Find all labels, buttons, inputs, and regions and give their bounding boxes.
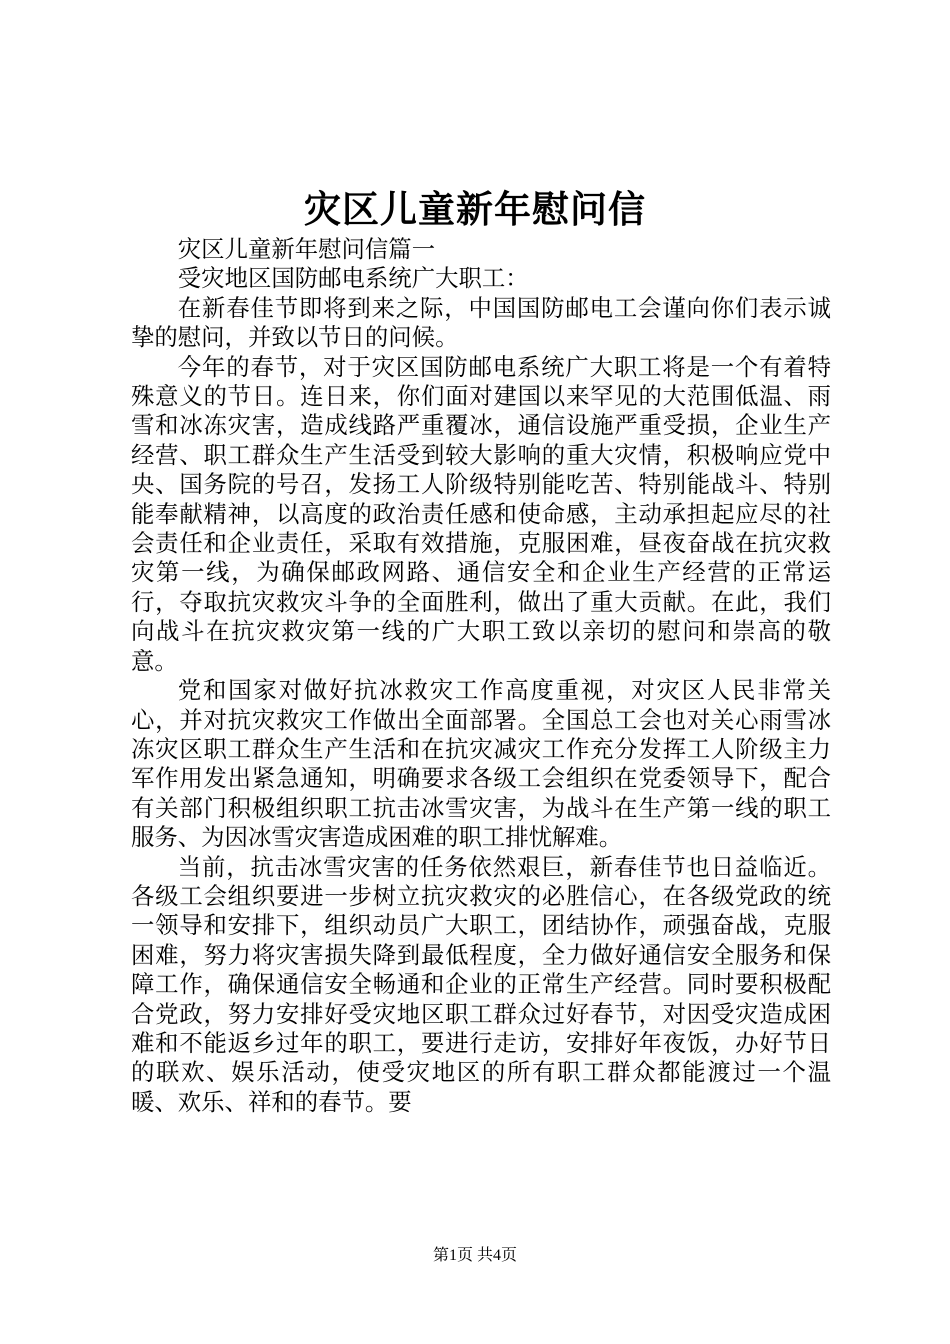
- page-number-footer: 第1页 共4页: [432, 1247, 517, 1264]
- body-paragraph: 当前，抗击冰雪灾害的任务依然艰巨，新春佳节也日益临近。各级工会组织要进一步树立抗灾救灾的必胜信心，在各级党政的统一领导和安排下，组织动员广大职工，团结协作，顽强奋战，克服困难，努力将灾害损失降到最低程度，全力做好通信安全服务和保障工作，确保通信安全畅通和企业的正常生产经营。同时要积极配合党政，努力安排好受灾地区职工群众过好春节，对因受灾造成困难和不能返乡过年的职工，要进行走访，安排好年夜饭，办好节日的联欢、娱乐活动，使受灾地区的所有职工群众都能渡过一个温暖、欢乐、祥和的春节。要: [131, 852, 831, 1116]
- body-paragraph: 在新春佳节即将到来之际，中国国防邮电工会谨向你们表示诚挚的慰问，并致以节日的问候。: [131, 293, 831, 352]
- section-heading: 灾区儿童新年慰问信篇一: [177, 235, 436, 263]
- body-paragraph: 今年的春节，对于灾区国防邮电系统广大职工将是一个有着特殊意义的节日。连日来，你们面对建国以来罕见的大范围低温、雨雪和冰冻灾害，造成线路严重覆冰，通信设施严重受损，企业生产经营、职工群众生产生活受到较大影响的重大灾情，积极响应党中央、国务院的号召，发扬工人阶级特别能吃苦、特别能战斗、特别能奉献精神，以高度的政治责任感和使命感，主动承担起应尽的社会责任和企业责任，采取有效措施，克服困难，昼夜奋战在抗灾救灾第一线，为确保邮政网路、通信安全和企业生产经营的正常运行，夺取抗灾救灾斗争的全面胜利，做出了重大贡献。在此，我们向战斗在抗灾救灾第一线的广大职工致以亲切的慰问和崇高的敬意。: [131, 352, 831, 675]
- document-title: 灾区儿童新年慰问信: [304, 187, 646, 231]
- salutation: 受灾地区国防邮电系统广大职工：: [177, 264, 529, 293]
- body-paragraph: 党和国家对做好抗冰救灾工作高度重视，对灾区人民非常关心，并对抗灾救灾工作做出全面部署。全国总工会也对关心雨雪冰冻灾区职工群众生产生活和在抗灾减灾工作充分发挥工人阶级主力军作用发出紧急通知，明确要求各级工会组织在党委领导下，配合有关部门积极组织职工抗击冰雪灾害，为战斗在生产第一线的职工服务、为因冰雪灾害造成困难的职工排忧解难。: [131, 676, 831, 852]
- document-body: [131, 235, 831, 1117]
